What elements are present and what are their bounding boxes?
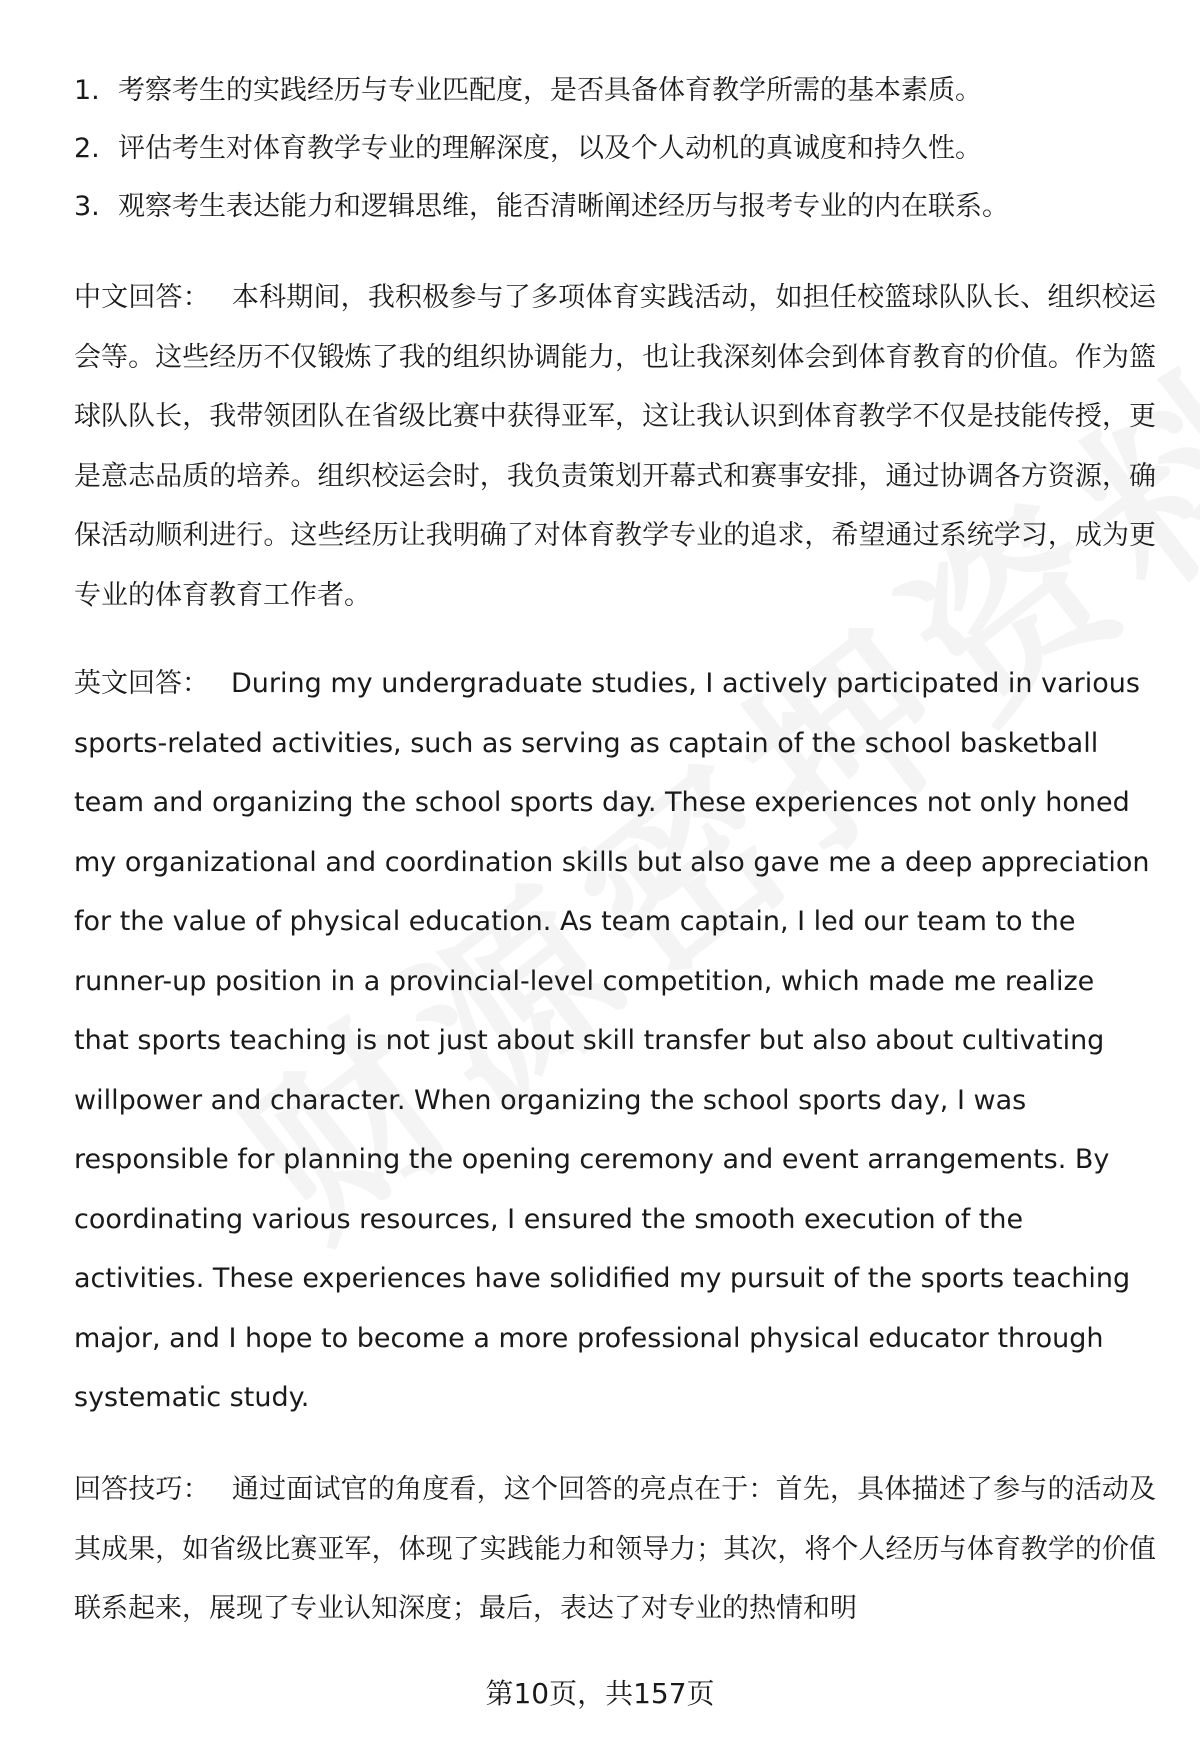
criteria-list	[74, 62, 1154, 236]
list-item-number: 2.	[74, 133, 100, 164]
list-item-text: 评估考生对体育教学专业的理解深度，以及个人动机的真诚度和持久性。	[118, 133, 982, 164]
list-item	[74, 62, 1154, 120]
chinese-answer-paragraph	[74, 268, 1156, 625]
tips-paragraph	[74, 1460, 1156, 1639]
list-item-number: 3.	[74, 191, 100, 222]
english-answer-paragraph	[74, 654, 1156, 1428]
list-item-text: 考察考生的实践经历与专业匹配度，是否具备体育教学所需的基本素质。	[118, 75, 982, 106]
chinese-answer-text: 本科期间，我积极参与了多项体育实践活动，如担任校篮球队队长、组织校运会等。这些经历不仅锻炼了我的组织协调能力，也让我深刻体会到体育教育的价值。作为篮球队队长，我带领团队在省级比赛中获得亚军，这让我认识到体育教学不仅是技能传授，更是意志品质的培养。组织校运会时，我负责策划开幕式和赛事安排，通过协调各方资源，确保活动顺利进行。这些经历让我明确了对体育教学专业的追求，希望通过系统学习，成为更专业的体育教育工作者。	[74, 282, 1156, 611]
list-item	[74, 120, 1154, 178]
chinese-answer-label: 中文回答：	[74, 282, 210, 313]
list-item-text: 观察考生表达能力和逻辑思维，能否清晰阐述经历与报考专业的内在联系。	[118, 191, 1009, 222]
english-answer-label: 英文回答：	[74, 668, 209, 699]
english-answer-text: During my undergraduate studies, I actively participated in various sports-related activities, such as serving as captain of the school basketball team and organizing the school sports day. These experiences not only honed my organizational and coordination skills but also gave me a deep appreciation for the value of physical education. As team captain, I led our team to the runner-up position in a provincial-level competition, which made me realize that sports teaching is not just about skill transfer but also about cultivating willpower and character. When organizing the school sports day, I was responsible for planning the opening ceremony and event arrangements. By coordinating various resources, I ensured the smooth execution of the activities. These experiences have solidified my pursuit of the sports teaching major, and I hope to become a more professional physical educator through systematic study.	[74, 668, 1150, 1413]
tips-label: 回答技巧：	[74, 1474, 210, 1505]
list-item-number: 1.	[74, 75, 100, 106]
page-number-footer: 第10页，共157页	[485, 1677, 715, 1710]
tips-text: 通过面试官的角度看，这个回答的亮点在于：首先，具体描述了参与的活动及其成果，如省级比赛亚军，体现了实践能力和领导力；其次，将个人经历与体育教学的价值联系起来，展现了专业认知深度；最后，表达了对专业的热情和明	[74, 1474, 1156, 1624]
list-item	[74, 178, 1154, 236]
